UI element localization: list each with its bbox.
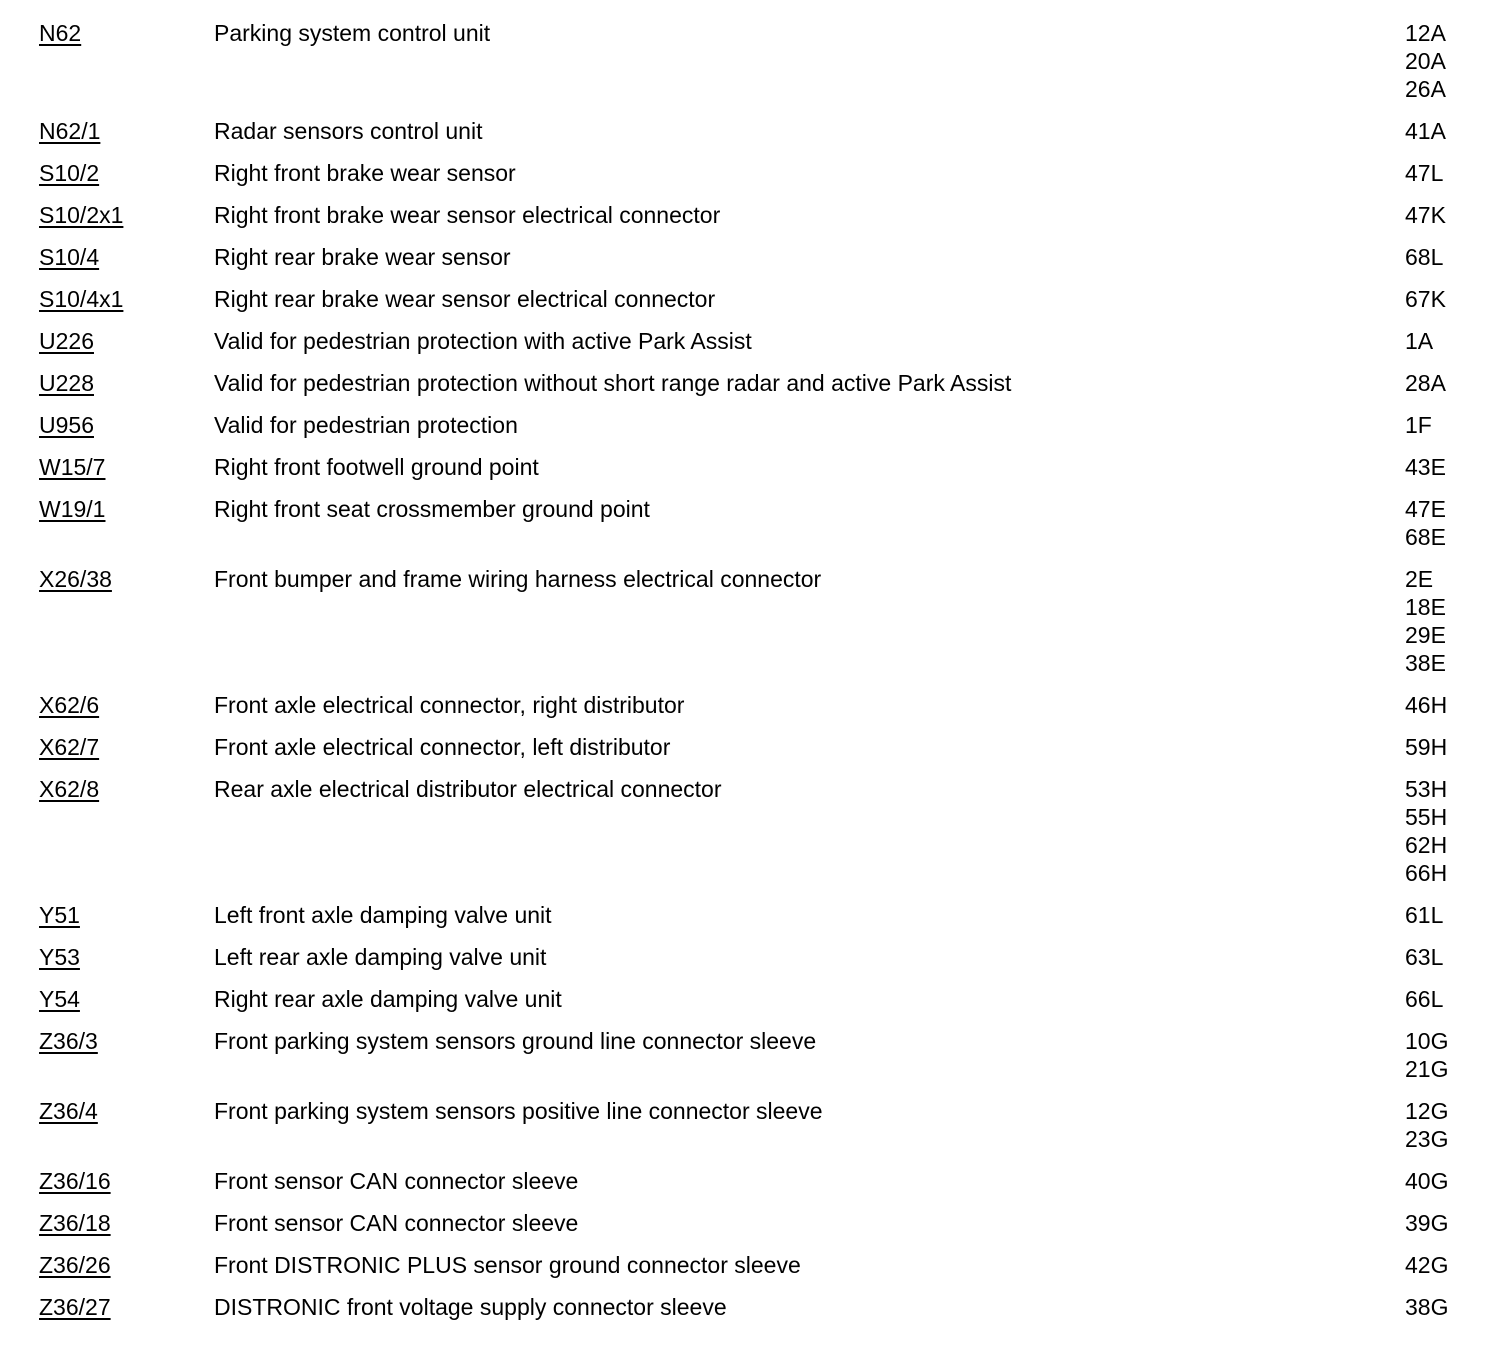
grid-reference: 68L: [1405, 244, 1444, 270]
legend-row: [39, 453, 1469, 495]
component-code-link[interactable]: U228: [39, 370, 94, 396]
component-description: Front bumper and frame wiring harness electrical connector: [214, 566, 822, 592]
legend-row: [39, 733, 1469, 775]
grid-reference: 28A: [1405, 370, 1446, 396]
grid-reference-list: [1405, 117, 1446, 145]
legend-row: [39, 159, 1469, 201]
grid-reference: 10G: [1405, 1028, 1449, 1054]
legend-row: [39, 901, 1469, 943]
grid-reference: 61L: [1405, 902, 1444, 928]
grid-reference-list: [1405, 1293, 1448, 1321]
legend-row: [39, 327, 1469, 369]
legend-row: [39, 201, 1469, 243]
component-code-link[interactable]: S10/2: [39, 160, 100, 186]
legend-row: [39, 243, 1469, 285]
grid-reference-list: [1405, 243, 1443, 271]
legend-row: [39, 1251, 1469, 1293]
component-code-link[interactable]: X26/38: [39, 566, 112, 592]
grid-reference-list: [1405, 1209, 1448, 1237]
grid-reference: 47E: [1405, 496, 1446, 522]
grid-reference-list: [1405, 691, 1447, 719]
grid-reference-list: [1405, 285, 1446, 313]
component-description: Front parking system sensors ground line connector sleeve: [214, 1028, 817, 1054]
component-description: Front DISTRONIC PLUS sensor ground connector sleeve: [214, 1252, 801, 1278]
grid-reference: 68E: [1405, 524, 1446, 550]
legend-row: [39, 1293, 1469, 1335]
component-description: Left rear axle damping valve unit: [214, 944, 547, 970]
grid-reference: 12A: [1405, 20, 1446, 46]
grid-reference-list: [1405, 159, 1443, 187]
legend-row: [39, 565, 1469, 691]
legend-row: [39, 1097, 1469, 1167]
grid-reference: 2E: [1405, 566, 1434, 592]
component-description: Front sensor CAN connector sleeve: [214, 1168, 579, 1194]
grid-reference-list: [1405, 901, 1443, 929]
grid-reference-list: [1405, 1167, 1448, 1195]
component-description: Right front seat crossmember ground point: [214, 496, 650, 522]
component-code-link[interactable]: S10/4x1: [39, 286, 124, 312]
legend-row: [39, 117, 1469, 159]
component-description: Valid for pedestrian protection with active Park Assist: [214, 328, 752, 354]
grid-reference: 62H: [1405, 832, 1448, 858]
component-description: Right front brake wear sensor electrical connector: [214, 202, 721, 228]
grid-reference: 63L: [1405, 944, 1444, 970]
grid-reference: 66L: [1405, 986, 1444, 1012]
component-description: Front parking system sensors positive line connector sleeve: [214, 1098, 823, 1124]
grid-reference: 41A: [1405, 118, 1446, 144]
grid-reference: 38G: [1405, 1294, 1449, 1320]
component-code-link[interactable]: S10/2x1: [39, 202, 124, 228]
grid-reference: 66H: [1405, 860, 1448, 886]
grid-reference-list: [1405, 19, 1446, 103]
component-code-link[interactable]: Z36/18: [39, 1210, 111, 1236]
component-description: Radar sensors control unit: [214, 118, 483, 144]
grid-reference: 43E: [1405, 454, 1446, 480]
component-description: Right rear axle damping valve unit: [214, 986, 562, 1012]
grid-reference: 1A: [1405, 328, 1434, 354]
component-code-link[interactable]: Z36/4: [39, 1098, 98, 1124]
legend-row: [39, 691, 1469, 733]
legend-row: [39, 369, 1469, 411]
component-code-link[interactable]: U226: [39, 328, 94, 354]
component-code-link[interactable]: W15/7: [39, 454, 106, 480]
component-code-link[interactable]: X62/6: [39, 692, 100, 718]
component-code-link[interactable]: U956: [39, 412, 94, 438]
grid-reference-list: [1405, 369, 1446, 397]
grid-reference: 38E: [1405, 650, 1446, 676]
component-code-link[interactable]: W19/1: [39, 496, 106, 522]
component-description: Rear axle electrical distributor electrical connector: [214, 776, 722, 802]
component-description: Right rear brake wear sensor electrical connector: [214, 286, 716, 312]
grid-reference: 18E: [1405, 594, 1446, 620]
component-code-link[interactable]: Y51: [39, 902, 80, 928]
grid-reference: 53H: [1405, 776, 1448, 802]
component-code-link[interactable]: Y53: [39, 944, 80, 970]
grid-reference-list: [1405, 495, 1446, 551]
legend-row: [39, 943, 1469, 985]
grid-reference: 12G: [1405, 1098, 1449, 1124]
grid-reference: 59H: [1405, 734, 1448, 760]
grid-reference: 42G: [1405, 1252, 1449, 1278]
component-description: Right rear brake wear sensor: [214, 244, 511, 270]
grid-reference: 29E: [1405, 622, 1446, 648]
grid-reference: 40G: [1405, 1168, 1449, 1194]
grid-reference: 47L: [1405, 160, 1444, 186]
grid-reference: 67K: [1405, 286, 1446, 312]
component-code-link[interactable]: Z36/26: [39, 1252, 111, 1278]
component-description: Front sensor CAN connector sleeve: [214, 1210, 579, 1236]
component-description: Right front footwell ground point: [214, 454, 539, 480]
grid-reference-list: [1405, 453, 1446, 481]
component-code-link[interactable]: S10/4: [39, 244, 100, 270]
legend-row: [39, 285, 1469, 327]
grid-reference-list: [1405, 1027, 1448, 1083]
grid-reference-list: [1405, 733, 1447, 761]
legend-row: [39, 495, 1469, 565]
component-description: Front axle electrical connector, left distributor: [214, 734, 671, 760]
legend-row: [39, 985, 1469, 1027]
component-code-link[interactable]: N62: [39, 20, 82, 46]
grid-reference-list: [1405, 775, 1447, 887]
grid-reference: 26A: [1405, 76, 1446, 102]
legend-row: [39, 1027, 1469, 1097]
grid-reference: 39G: [1405, 1210, 1449, 1236]
grid-reference-list: [1405, 1097, 1448, 1153]
component-legend-table: [39, 19, 1469, 1335]
legend-row: [39, 1209, 1469, 1251]
grid-reference: 20A: [1405, 48, 1446, 74]
grid-reference-list: [1405, 411, 1432, 439]
grid-reference-list: [1405, 943, 1443, 971]
component-description: Front axle electrical connector, right distributor: [214, 692, 685, 718]
grid-reference: 47K: [1405, 202, 1446, 228]
component-description: Right front brake wear sensor: [214, 160, 516, 186]
component-code-link[interactable]: X62/8: [39, 776, 100, 802]
grid-reference-list: [1405, 201, 1446, 229]
component-description: Valid for pedestrian protection without short range radar and active Park Assist: [214, 370, 1012, 396]
grid-reference: 21G: [1405, 1056, 1449, 1082]
grid-reference: 1F: [1405, 412, 1432, 438]
grid-reference: 46H: [1405, 692, 1448, 718]
component-code-link[interactable]: Z36/3: [39, 1028, 98, 1054]
grid-reference: 23G: [1405, 1126, 1449, 1152]
grid-reference-list: [1405, 1251, 1448, 1279]
component-description: DISTRONIC front voltage supply connector sleeve: [214, 1294, 727, 1320]
legend-row: [39, 1167, 1469, 1209]
grid-reference-list: [1405, 985, 1443, 1013]
grid-reference-list: [1405, 327, 1433, 355]
legend-row: [39, 411, 1469, 453]
component-description: Parking system control unit: [214, 20, 491, 46]
grid-reference: 55H: [1405, 804, 1448, 830]
grid-reference-list: [1405, 565, 1446, 677]
component-code-link[interactable]: Z36/16: [39, 1168, 111, 1194]
component-code-link[interactable]: X62/7: [39, 734, 100, 760]
component-description: Left front axle damping valve unit: [214, 902, 552, 928]
component-description: Valid for pedestrian protection: [214, 412, 518, 438]
legend-row: [39, 775, 1469, 901]
component-code-link[interactable]: N62/1: [39, 118, 101, 144]
legend-row: [39, 19, 1469, 117]
component-code-link[interactable]: Y54: [39, 986, 80, 1012]
component-code-link[interactable]: Z36/27: [39, 1294, 111, 1320]
